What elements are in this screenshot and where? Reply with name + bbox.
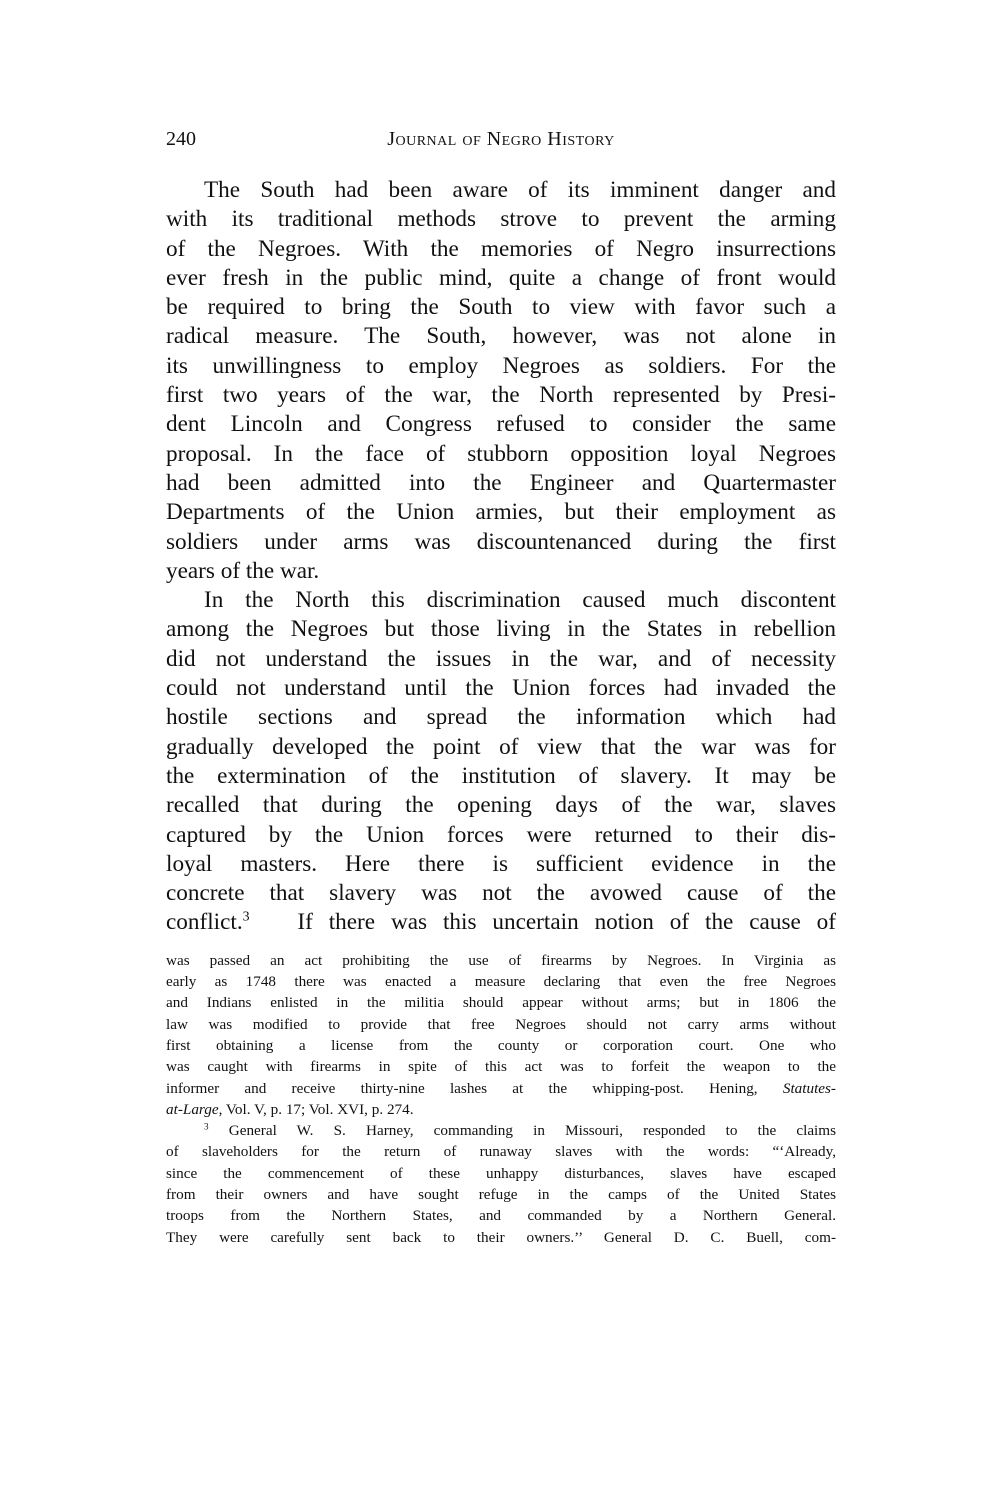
footnote-line: since the commencement of these unhappy disturbances, slaves have escaped [166, 1164, 836, 1182]
text-fragment: General W. S. Harney, commanding in Missouri, responded to the claims [228, 1122, 837, 1140]
text-line: dent Lincoln and Congress refused to consider the same [166, 411, 836, 438]
text-fragment: informer and receive thirty-nine lashes at the whipping-post. Hening, [166, 1079, 783, 1097]
text-line: soldiers under arms was discountenanced during the first [166, 528, 836, 555]
text-line: loyal masters. Here there is sufficient evidence in the [166, 850, 836, 877]
text-line: among the Negroes but those living in the States in rebellion [166, 616, 836, 643]
footnote-line: was caught with firearms in spite of this act was to forfeit the weapon to the [166, 1058, 836, 1076]
text-line: gradually developed the point of view that the war was for [166, 733, 836, 760]
footnote-reference[interactable]: 3 [242, 910, 250, 926]
text-line: Departments of the Union armies, but their employment as [166, 499, 836, 526]
text-line: could not understand until the Union forces had invaded the [166, 675, 836, 702]
text-line: radical measure. The South, however, was not alone in [166, 323, 836, 350]
paragraph-2 [166, 586, 836, 938]
text-line: be required to bring the South to view with favor such a [166, 294, 836, 321]
text-line: proposal. In the face of stubborn opposition loyal Negroes [166, 440, 836, 467]
text-line: its unwillingness to employ Negroes as soldiers. For the [166, 352, 836, 379]
footnote-continued [166, 950, 836, 1120]
footnote-line: was passed an act prohibiting the use of firearms by Negroes. In Virginia as [166, 951, 836, 969]
text-line: recalled that during the opening days of the war, slaves [166, 792, 836, 819]
text-fragment: , Vol. V, p. 17; Vol. XVI, p. 274. [218, 1100, 414, 1118]
footnote-line [166, 1120, 836, 1141]
citation-title: Statutes- [782, 1079, 836, 1097]
text-line [166, 908, 836, 937]
text-line: did not understand the issues in the war, and of necessity [166, 645, 836, 672]
text-line: with its traditional methods strove to prevent the arming [166, 206, 836, 233]
text-fragment: conflict. [166, 909, 243, 936]
text-line: years of the war. [166, 557, 320, 584]
text-line: In the North this discrimination caused much discontent [204, 587, 836, 614]
body-text [166, 176, 836, 938]
text-line: the extermination of the institution of slavery. It may be [166, 762, 836, 789]
footnote-line: law was modified to provide that free Negroes should not carry arms without [166, 1015, 836, 1033]
running-title: Journal of Negro History [387, 128, 615, 150]
page-header [166, 128, 836, 158]
footnote-line: and Indians enlisted in the militia should appear without arms; but in 1806 the [166, 994, 836, 1012]
text-fragment: If there was this uncertain notion of the cause of [297, 909, 836, 936]
text-line: ever fresh in the public mind, quite a change of front would [166, 264, 836, 291]
footnote-line: from their owners and have sought refuge in the camps of the United States [166, 1185, 836, 1203]
footnote-line: troops from the Northern States, and commanded by a Northern General. [166, 1207, 836, 1225]
footnote-line [166, 1078, 836, 1099]
text-line: of the Negroes. With the memories of Negro insurrections [166, 235, 836, 262]
footnotes [166, 950, 836, 1248]
page-number: 240 [166, 128, 196, 150]
footnote-marker: 3 [204, 1121, 209, 1132]
footnote-line: of slaveholders for the return of runaway slaves with the words: “‘Already, [166, 1143, 836, 1161]
footnote-line: They were carefully sent back to their owners.’’ General D. C. Buell, com- [166, 1228, 836, 1246]
text-line: The South had been aware of its imminent danger and [204, 177, 836, 203]
text-line: hostile sections and spread the information which had [166, 704, 836, 731]
document-page [166, 128, 836, 1248]
text-line: concrete that slavery was not the avowed cause of the [166, 880, 836, 907]
footnote-line: early as 1748 there was enacted a measure declaring that even the free Negroes [166, 973, 836, 991]
footnote-3 [166, 1120, 836, 1248]
footnote-line: first obtaining a license from the county or corporation court. One who [166, 1036, 836, 1054]
footnote-line [166, 1099, 836, 1120]
text-line: captured by the Union forces were returned to their dis- [166, 821, 836, 848]
citation-title: at-Large [166, 1100, 219, 1118]
text-line: had been admitted into the Engineer and Quartermaster [166, 469, 836, 496]
text-line: first two years of the war, the North represented by Presi- [166, 382, 836, 409]
paragraph-1 [166, 176, 836, 586]
